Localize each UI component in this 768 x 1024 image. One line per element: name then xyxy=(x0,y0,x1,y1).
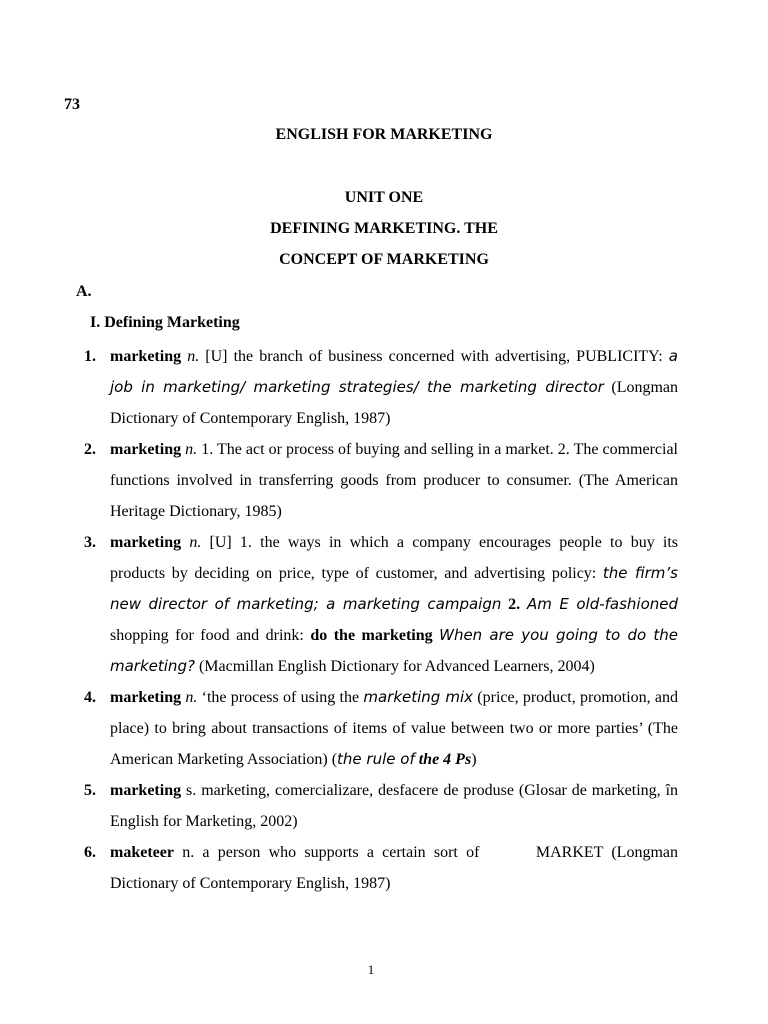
definition-item xyxy=(84,837,678,899)
page-number-top: 73 xyxy=(64,96,80,113)
source-text: (Longman Dictionary of Contemporary English, 1987) xyxy=(110,379,679,427)
item-body xyxy=(110,434,678,527)
closing-paren: ) xyxy=(471,751,477,768)
definition-text: [U] the branch of business concerned with advertising, PUBLICITY: xyxy=(205,348,663,365)
definition-text: marketing, comercializare, desfacere de produse (Glosar de marketing, în English for Marketing, 2002) xyxy=(110,782,679,830)
phrase: do the marketing xyxy=(310,627,433,644)
section-letter: A. xyxy=(76,283,92,300)
definition-text: 1. The act or process of buying and selling in a market. 2. The commercial functions involved in transferring goods from producer to consumer. (The American Heritage Dictionary, 1985) xyxy=(110,441,679,520)
definition-text: n. a person who supports a certain sort of xyxy=(182,844,480,861)
term: marketing xyxy=(110,534,182,551)
item-number: 3. xyxy=(84,534,96,551)
item-number: 5. xyxy=(84,782,96,799)
item-number: 2. xyxy=(84,441,96,458)
sense-number: 2. xyxy=(508,596,521,613)
term: maketeer xyxy=(110,844,174,861)
part-of-speech: s. xyxy=(186,782,197,799)
definition-text: [U] 1. the ways in which a company encourages people to buy its products by deciding on price, type of customer, and advertising policy: xyxy=(110,534,679,582)
definition-text: ‘the process of using the xyxy=(201,689,360,706)
item-body xyxy=(110,682,678,775)
item-body xyxy=(110,527,678,682)
unit-title-line-2: CONCEPT OF MARKETING xyxy=(279,251,489,268)
term: marketing xyxy=(110,441,182,458)
definition-item xyxy=(84,527,678,682)
definition-item xyxy=(84,341,678,434)
part-of-speech: n. xyxy=(185,689,198,706)
part-of-speech: n. xyxy=(187,348,200,365)
register-label: Am E old-fashioned xyxy=(526,595,679,613)
part-of-speech: n. xyxy=(189,534,202,551)
definition-text-2: MARKET (Longman Dictionary of Contemporary English, 1987) xyxy=(110,844,678,892)
part-of-speech: n. xyxy=(185,441,198,458)
definition-text-2: (price, product, promotion, and place) to bring about transactions of items of value between two or more parties’ (The American Marketing Association) ( xyxy=(110,689,679,768)
unit-title-line-1: DEFINING MARKETING. THE xyxy=(270,220,498,237)
definition-item xyxy=(84,682,678,775)
item-number: 4. xyxy=(84,689,96,706)
item-body xyxy=(110,775,678,837)
definition-item xyxy=(84,775,678,837)
definition-item xyxy=(84,434,678,527)
subsection-heading: I. Defining Marketing xyxy=(90,314,240,331)
item-number: 1. xyxy=(84,348,96,365)
rule-text: the rule of xyxy=(337,750,415,768)
example-text: a job in marketing/ marketing strategies/ the marketing director xyxy=(110,347,678,396)
rule-bold-text: the 4 Ps xyxy=(418,751,472,768)
course-title: ENGLISH FOR MARKETING xyxy=(275,126,493,143)
item-body xyxy=(110,341,678,434)
example-text-2: When are you going to do the marketing? xyxy=(110,626,679,675)
item-body xyxy=(110,837,678,899)
unit-label: UNIT ONE xyxy=(344,189,424,206)
marketing-mix-term: marketing mix xyxy=(363,688,474,706)
item-number: 6. xyxy=(84,844,96,861)
source-text: (Macmillan English Dictionary for Advanced Learners, 2004) xyxy=(198,658,595,675)
term: marketing xyxy=(110,348,182,365)
term: marketing xyxy=(110,782,182,799)
definitions-list xyxy=(84,341,678,899)
footer-page-number: 1 xyxy=(367,962,375,977)
term: marketing xyxy=(110,689,182,706)
example-text: the firm’s new director of marketing; a marketing campaign xyxy=(110,564,678,613)
definition-text-2: shopping for food and drink: xyxy=(110,627,304,644)
